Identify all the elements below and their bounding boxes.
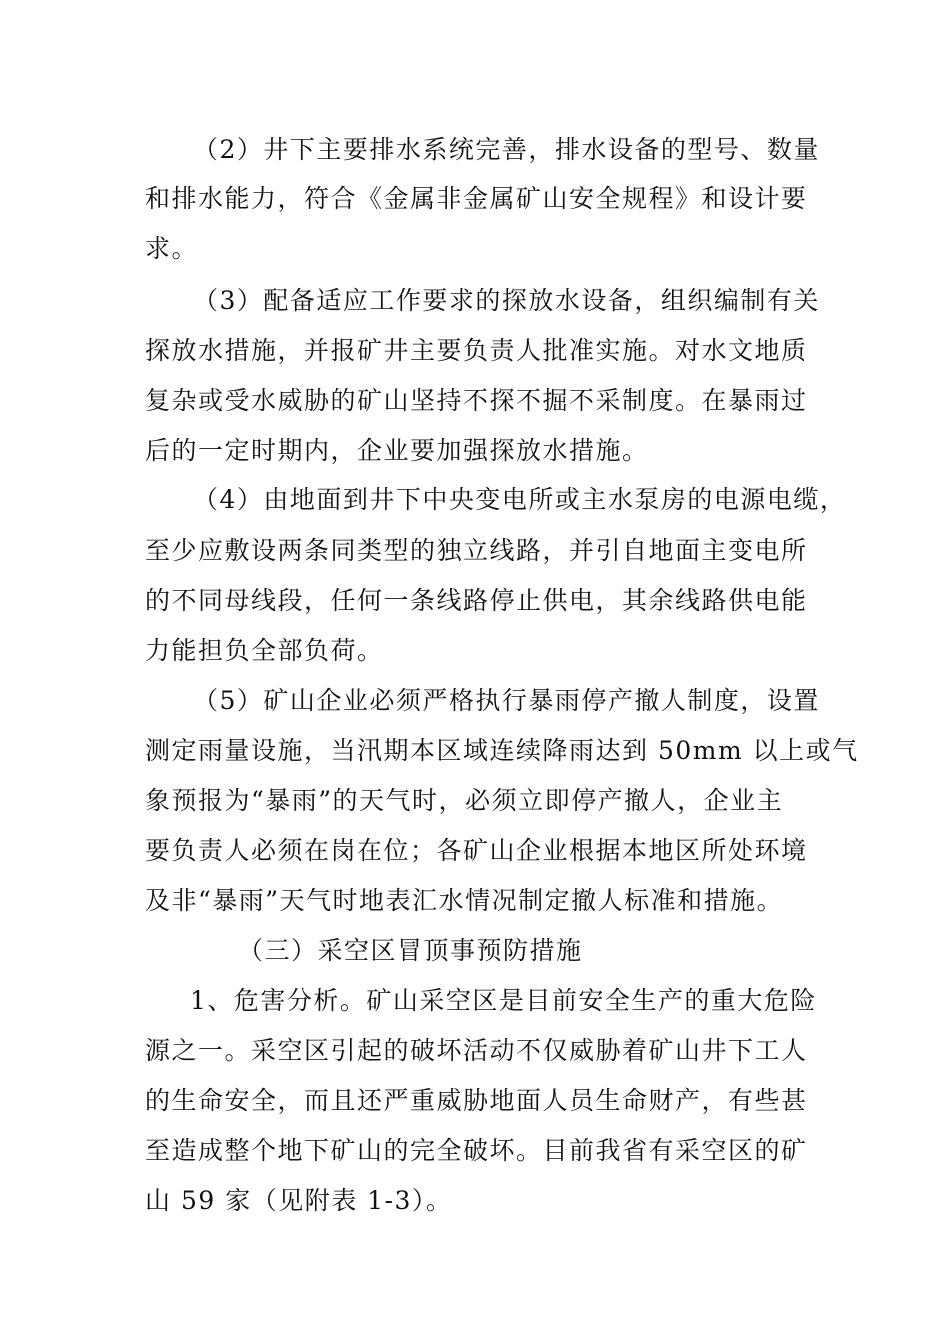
text-line: 和排水能力，符合《金属非金属矿山安全规程》和设计要 (145, 184, 808, 213)
text-line: （5）矿山企业必须严格执行暴雨停产撤人制度，设置 (193, 686, 820, 715)
text-line: 1、危害分析。矿山采空区是目前安全生产的重大危险 (190, 986, 817, 1015)
text-line: 至少应敷设两条同类型的独立线路，并引自地面主变电所 (145, 536, 808, 565)
text-line: 的不同母线段，任何一条线路停止供电，其余线路供电能 (145, 586, 808, 615)
text-line: 力能担负全部负荷。 (145, 636, 384, 665)
text-line: （4）由地面到井下中央变电所或主水泵房的电源电缆， (193, 485, 847, 514)
text-line: 求。 (145, 234, 199, 263)
text-line: 探放水措施，并报矿井主要负责人批准实施。对水文地质 (145, 336, 808, 365)
text-line: 象预报为“暴雨”的天气时，必须立即停产撤人，企业主 (145, 786, 784, 815)
text-line: 测定雨量设施，当汛期本区域连续降雨达到 50mm 以上或气 (145, 736, 859, 765)
text-line: 的生命安全，而且还严重威胁地面人员生命财产，有些甚 (145, 1086, 808, 1115)
text-line: 复杂或受水威胁的矿山坚持不探不掘不采制度。在暴雨过 (145, 386, 808, 415)
text-line: 后的一定时期内，企业要加强探放水措施。 (145, 436, 649, 465)
text-line: 及非“暴雨”天气时地表汇水情况制定撤人标准和措施。 (145, 886, 784, 915)
text-line: （2）井下主要排水系统完善，排水设备的型号、数量 (193, 135, 820, 164)
text-line: 源之一。采空区引起的破坏活动不仅威胁着矿山井下工人 (145, 1036, 808, 1065)
text-line: 要负责人必须在岗在位；各矿山企业根据本地区所处环境 (145, 836, 808, 865)
section-heading: （三）采空区冒顶事预防措施 (238, 936, 583, 965)
text-line: （3）配备适应工作要求的探放水设备，组织编制有关 (193, 286, 820, 315)
text-line: 山 59 家（见附表 1-3）。 (145, 1186, 453, 1215)
text-line: 至造成整个地下矿山的完全破坏。目前我省有采空区的矿 (145, 1136, 808, 1165)
